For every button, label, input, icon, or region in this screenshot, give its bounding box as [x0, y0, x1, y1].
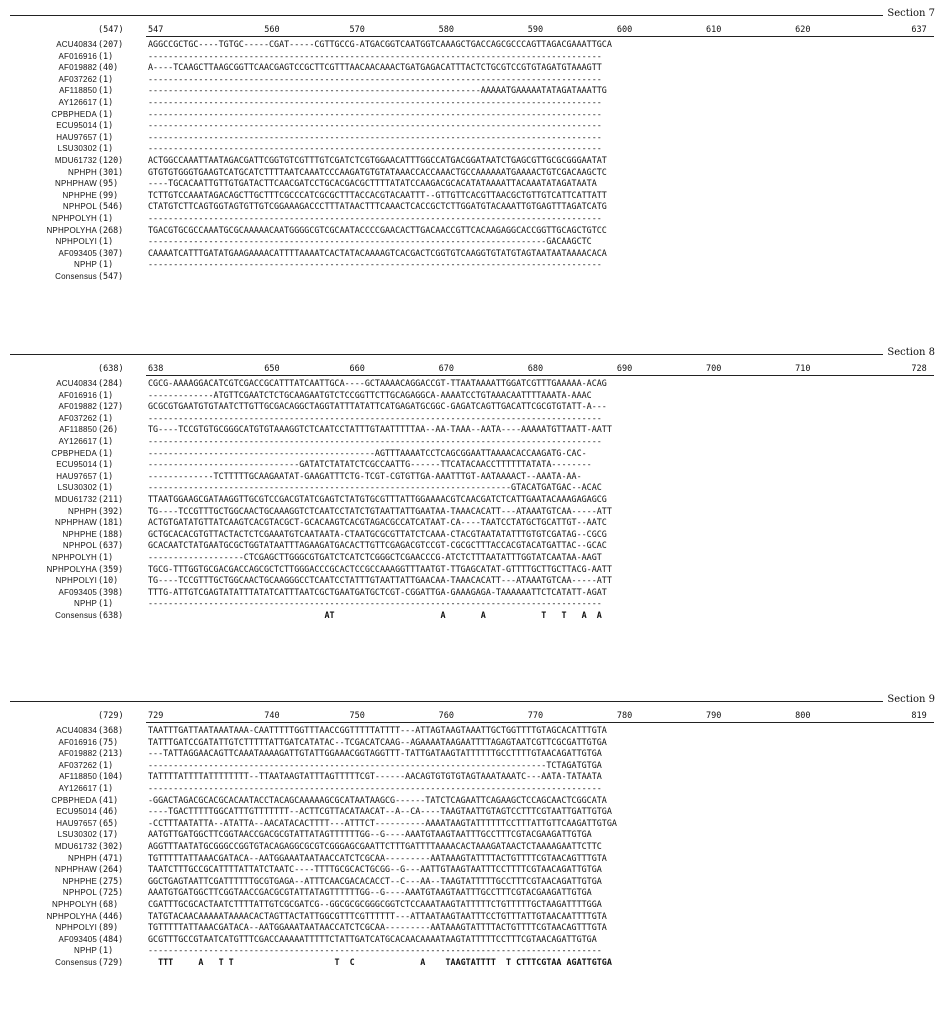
sequence-row [0, 494, 945, 505]
sequence-name: NPHPOLYH [51, 214, 97, 223]
position-ruler [0, 711, 945, 723]
sequence-row [0, 552, 945, 563]
sequence-row [0, 899, 945, 910]
ruler-tick-label: 580 [438, 25, 454, 35]
sequence-residues: ACTGGCCAAATTAATAGACGATTCGGTGTCGTTTGTCGATCTCGTGGAACATTTGGCCATGACGGATAATCTGAGCGTTGCGCGGGAATAT [148, 155, 607, 165]
sequence-start-position: (368) [98, 725, 124, 735]
sequence-residues: ------------------------------------------------------------------------------------------ [148, 73, 602, 84]
ruler-tick-label: 638 [148, 364, 164, 374]
sequence-start-position: (68) [98, 899, 119, 909]
sequence-name: AF093405 [58, 248, 97, 258]
sequence-start-position: (1) [98, 85, 114, 96]
sequence-row [0, 737, 945, 748]
sequence-start-position: (211) [98, 494, 124, 504]
sequence-name: NPHPHAW [55, 865, 97, 875]
sequence-start-position: (392) [98, 505, 124, 516]
sequence-name: NPHPOLYI [55, 237, 97, 247]
sequence-row [0, 587, 945, 598]
ruler-tick-label: 590 [527, 25, 544, 35]
sequence-name: AF037262 [58, 74, 97, 84]
sequence-residues: ------------------------------------------------------------------------------------------ [148, 120, 602, 131]
sequence-name: AF093405 [58, 587, 97, 597]
sequence-start-position: (1) [98, 945, 114, 956]
sequence-residues: ------------------------------------------------------------------------------------------ [148, 598, 602, 609]
sequence-start-position: (213) [98, 748, 124, 759]
sequence-name: NPHPHAW [55, 518, 97, 528]
sequence-start-position: (284) [98, 378, 124, 388]
ruler-tick-label: 770 [527, 711, 544, 721]
sequence-row [0, 178, 945, 189]
sequence-name: AF019882 [58, 749, 97, 759]
ruler-baseline [146, 375, 934, 376]
ruler-baseline [146, 722, 934, 723]
sequence-residues: CGATTTGCGCACTAATCTTTTATTGTCGCGATCG--GGCGCGCGGGCGGTCTCCAAATAAGTATTTTTCTGTTTTTGCTAAGATTTTGGA [148, 899, 602, 909]
sequence-residues: -GGACTAGACGCACGCACAATACCTACAGCAAAAAGCGCATAATAAGCG------TATCTCAGAATTCAGAAGCTCCAGCAACTCGGCATA [148, 794, 607, 805]
sequence-row [0, 51, 945, 62]
sequence-row [0, 201, 945, 212]
sequence-name: AY126617 [58, 784, 97, 793]
sequence-row [0, 413, 945, 424]
sequence-residues: CGCG-AAAAGGACATCGTCGACCGCATTTATCAATTGCA----GCTAAAACAGGACCGT-TTAATAAAATTGGATCGTTTGAAAAA-ACAG [148, 378, 607, 388]
sequence-row [0, 725, 945, 736]
sequence-row [0, 529, 945, 540]
sequence-start-position: (729) [98, 957, 124, 967]
sequence-row [0, 401, 945, 412]
sequence-start-position: (26) [98, 424, 119, 435]
sequence-start-position: (1) [98, 470, 114, 481]
ruler-tick-label: 690 [616, 364, 633, 374]
sequence-row [0, 795, 945, 806]
sequence-start-position: (268) [98, 224, 124, 235]
ruler-tick-label: 620 [795, 25, 811, 35]
ruler-tick-label: 740 [264, 711, 280, 721]
ruler-range-label: (638) [98, 364, 124, 374]
sequence-residues: TAATCTTTGCCGCATTTTATTATCTAATC----TTTTGCGCACTGCGG--G---AATTGTAAGTAATTTCCTTTTCGTAACAGATTGTGA [148, 864, 602, 875]
sequence-name: NPHPOLYHA [46, 911, 97, 921]
ruler-tick-label: 680 [527, 364, 544, 374]
sequence-residues: CTATGTCTTCAGTGGTAGTGTTGTCGGAAAGACCCTTTATAACTTTCAAACTCACCGCTCTTGGATGTACAAATTGTGAGTTTAGATCATG [148, 201, 607, 212]
sequence-name: LSU30302 [57, 830, 97, 840]
sequence-residues: GCACAATCTATGAATGCGCTGGTATAATTTAGAAGATGACACTTGTTCGAGACGTCCGT-CGCGCTTTACCACGTACATGATTAC--GCAC [148, 540, 607, 551]
sequence-residues: TATTTTATTTTATTTTTTTT--TTAATAAGTATTTAGTTTTTCGT------AACAGTGTGTGTAGTAAATAAATC---AATA-TATAATA [148, 771, 602, 782]
sequence-start-position: (1) [98, 213, 114, 223]
sequence-row [0, 853, 945, 864]
sequence-residues: ------------------------------------------------------------------------------------------ [148, 436, 602, 446]
sequence-row [0, 471, 945, 482]
sequence-start-position: (637) [98, 540, 124, 551]
sequence-residues: ----TGACTTTTTGGCATTTGTTTTTTT--ACTTCGTTACATAACAT--A--CA----TAAGTAATTGTAGTCCTTTCGTAATTGATTGTGA [148, 806, 612, 817]
sequence-residues: TG----TCCGTGTGCGGGCATGTGTAAAGGTCTCAATCCTATTTGTAATTTTTAA--AA-TAAA--AATA----AAAAATGTTAATT-AATT [148, 424, 612, 435]
sequence-residues: ------------------------------------------------------------------------------------------ [148, 143, 602, 154]
sequence-name: NPHPOLYH [51, 553, 97, 562]
sequence-name: NPHPOLYHA [46, 225, 97, 235]
sequence-row [0, 945, 945, 956]
sequence-residues: GCGTTTGCCGTAATCATGTTTCGACCAAAAATTTTTCTATTGATCATGCACAACAAAATAAGTATTTTTCCTTTCGTAACAGATTGTGA [148, 933, 597, 944]
sequence-residues: TTT A T T T C A TAAGTATTTT T CTTTCGTAA AGATTGTGA [148, 957, 612, 967]
sequence-residues: ----TGCACAATTGTTGTGATACTTCAACGATCCTGCACGACGCTTTTATATCCAAGACGCACATATAAAATTACAAATATAGATAATA [148, 178, 597, 189]
sequence-row [0, 248, 945, 259]
sequence-start-position: (1) [98, 459, 114, 470]
sequence-name: CPBPHEDA [51, 109, 97, 119]
sequence-residues: ------------------------------------------------------------------------------------------ [148, 412, 602, 423]
alignment-section [0, 343, 945, 673]
sequence-residues: ------------------------------------------------------------------------------------------ [148, 97, 602, 107]
sequence-row [0, 109, 945, 120]
sequence-start-position: (1) [98, 783, 114, 793]
sequence-name: LSU30302 [57, 483, 97, 493]
sequence-start-position: (471) [98, 852, 124, 863]
sequence-start-position: (264) [98, 864, 124, 875]
sequence-residues: GGCTGAGTAATTCGATTTTTTGCGTGAGA--ATTTCAACGACACACCT--C---AA--TAAGTATTTTTGCCTTTCGTAACAGATTGTGA [148, 875, 602, 886]
sequence-name: ECU95014 [56, 807, 97, 817]
ruler-tick-label: 547 [148, 25, 164, 35]
sequence-name: LSU30302 [57, 144, 97, 154]
sequence-name: ACU40834 [56, 726, 97, 735]
sequence-row [0, 922, 945, 933]
sequence-row [0, 876, 945, 887]
sequence-row [0, 259, 945, 270]
sequence-row [0, 85, 945, 96]
sequence-start-position: (1) [98, 598, 114, 609]
sequence-name: NPHPH [67, 853, 97, 863]
sequence-residues: TGTTTTTATTAAACGATACA--AATGGAAATAATAACCATCTCGCAA---------AATAAAGTATTTTACTGTTTTCGTAACAGTTTGTA [148, 922, 607, 933]
ruler-tick-label: 750 [349, 711, 365, 721]
sequence-row [0, 225, 945, 236]
sequence-row [0, 887, 945, 898]
sequence-name: NPHPOLYH [51, 900, 97, 909]
ruler-tick-label: 650 [264, 364, 280, 374]
ruler-tick-label: 819 [911, 711, 927, 721]
sequence-name: NPHPHAW [55, 179, 97, 189]
sequence-name: NPHP [73, 946, 97, 956]
sequence-start-position: (547) [98, 271, 124, 281]
section-divider [10, 701, 883, 702]
sequence-residues: ------------------------------GATATCTATATCTCGCCAATTG------TTCATACAACCTTTTTTATATA-------- [148, 459, 592, 470]
sequence-name: MDU61732 [54, 156, 97, 165]
sequence-row [0, 132, 945, 143]
ruler-tick-label: 790 [706, 711, 722, 721]
sequence-name: AY126617 [58, 437, 97, 446]
ruler-tick-label: 570 [349, 25, 365, 35]
sequence-residues: -CCTTTAATATTA--ATATTA--AACATACACTTTT---ATTTCT----------AAAATAAGTATTTTTTCCTTTATTGTTCAAGATTGTGA [148, 817, 617, 828]
sequence-residues: TTAATGGAAGCGATAAGGTTGCGTCCGACGTATCGAGTCTATGTGCGTTTATTGGAAAACGTCAACGATCTCATTGAATACAAAGAGAGCG [148, 494, 607, 504]
sequence-start-position: (301) [98, 166, 124, 177]
sequence-residues: ------------------------------------------------------------------------------------------ [148, 259, 602, 270]
sequence-start-position: (1) [98, 97, 114, 107]
sequence-start-position: (1) [98, 447, 114, 458]
sequence-start-position: (89) [98, 922, 119, 933]
sequence-name: CPBPHEDA [51, 448, 97, 458]
sequence-row [0, 771, 945, 782]
sequence-row [0, 517, 945, 528]
sequence-residues: AGGCCGCTGC----TGTGC-----CGAT-----CGTTGCCG-ATGACGGTCAATGGTCAAAGCTGACCAGCGCCCAGTTAGACGAAATTGCA [148, 39, 612, 49]
sequence-row [0, 564, 945, 575]
sequence-row [0, 829, 945, 840]
sequence-row [0, 436, 945, 447]
sequence-residues: TG----TCCGTTTGCTGGCAACTGCAAAGGTCTCAATCCTATCTGTAATTATTGAATAA-TAAACACATT---ATAAATGTCAA-----ATT [148, 505, 612, 516]
ruler-tick-label: 600 [616, 25, 633, 35]
sequence-start-position: (188) [98, 528, 124, 539]
sequence-residues: AAATGTGATGGCTTCGGTAACCGACGCGTATTATAGTTTTTTGG--G----AAATGTAAGTAATTTGCCTTTCGTACGAAGATTGTGA [148, 887, 592, 898]
sequence-start-position: (41) [98, 794, 119, 805]
sequence-residues: GCTGCACACGTGTTACTACTCTCGAAATGTCAATAATA-CTAATGCGCGTTATCTCAAA-CTACGTAATATATTTGTGTCGATAG--CGCG [148, 528, 607, 539]
sequence-start-position: (302) [98, 841, 124, 851]
sequence-residues: GCGCGTGAATGTGTAATCTTGTTGCGACAGGCTAGGTATTTATATTCATGAGATGCGGC-GAGATCAGTTGACATTCGCGTGTATT-A--- [148, 401, 607, 412]
sequence-name: ACU40834 [56, 40, 97, 49]
sequence-name: HAU97657 [56, 818, 97, 828]
sequence-name: MDU61732 [54, 495, 97, 504]
sequence-name: NPHP [73, 260, 97, 270]
sequence-row [0, 424, 945, 435]
sequence-residues: TGACGTGCGCCAAATGCGCAAAAACAATGGGGCGTCGCAATACCCCGAACACTTGACAACCGTTCACAAGAGGCACCGGTTGCAGCTGTCC [148, 224, 607, 235]
sequence-start-position: (446) [98, 910, 124, 921]
sequence-name: ECU95014 [56, 460, 97, 470]
sequence-name: NPHPH [67, 167, 97, 177]
sequence-residues: ---------------------------------------------AGTTTAAAATCCTCAGCGGAATTAAAACACCAAGATG-CAC- [148, 447, 587, 458]
sequence-start-position: (1) [98, 436, 114, 446]
sequence-name: NPHP [73, 599, 97, 609]
sequence-residues: CAAAATCATTTGATATGAAGAAAACATTTTAAAATCACTATACAAAAGTCACGACTCGGTGTCAAGGTGTATGTAGTAATAATAAAACACA [148, 247, 607, 258]
sequence-name: AF037262 [58, 760, 97, 770]
sequence-name: NPHPHE [62, 190, 97, 200]
sequence-row [0, 97, 945, 108]
sequence-name: AF016916 [58, 390, 97, 400]
sequence-residues: A----TCAAGCTTAAGCGGTTCAACGAGTCCGCTTCGTTTAACAACAAACTGATGAGACATTTACTCTGCGTCCGTGTAGATGTAAAGTT [148, 62, 602, 73]
sequence-start-position: (1) [98, 50, 114, 61]
sequence-name: HAU97657 [56, 471, 97, 481]
ruler-tick-label: 610 [706, 25, 722, 35]
sequence-start-position: (1) [98, 552, 114, 562]
sequence-name: NPHPH [67, 506, 97, 516]
sequence-name: AF118850 [59, 772, 97, 782]
sequence-residues: ------------------------------------------------------------------------GTACATGATGAC--ACAC [148, 482, 602, 493]
sequence-row [0, 841, 945, 852]
sequence-row [0, 143, 945, 154]
sequence-residues: ------------------------------------------------------------------------------------------ [148, 213, 602, 223]
ruler-tick-label: 700 [706, 364, 722, 374]
sequence-row [0, 390, 945, 401]
sequence-row [0, 911, 945, 922]
ruler-tick-label: 560 [264, 25, 280, 35]
ruler-tick-label: 729 [148, 711, 164, 721]
sequence-name: Consensus [55, 611, 97, 620]
sequence-residues: ---TATTAGGAACAGTTCAAATAAAAGATTGTATTGGAAACGGTAGGTTT-TATTGATAAGTATTTTTTGCCTTTTGTAACAGATTGTGA [148, 748, 602, 759]
sequence-name: CPBPHEDA [51, 795, 97, 805]
sequence-residues: ------------------------------------------------------------------------------------------ [148, 783, 602, 793]
sequence-name: NPHPOL [62, 888, 97, 898]
ruler-tick-label: 670 [438, 364, 454, 374]
sequence-row [0, 213, 945, 224]
alignment-section [0, 4, 945, 334]
sequence-row [0, 236, 945, 247]
sequence-row [0, 482, 945, 493]
sequence-row [0, 378, 945, 389]
sequence-start-position: (1) [98, 482, 114, 493]
sequence-residues: TATTTGATCCGATATTGTCTTTTTATTGATCATATAC--TCGACATCAAG--AGAAAATAAGAATTTTAGAGTAATCGTTCGCGATTGTGA [148, 736, 607, 747]
sequence-residues: -------------ATGTTCGAATCTCTGCAAGAATGTCTCCGGTTCTTGCAGAGGCA-AAAATCCTGTAAACAATTTTAAATA-AAAC [148, 389, 592, 400]
sequence-start-position: (40) [98, 62, 119, 73]
sequence-row [0, 190, 945, 201]
sequence-residues: TG----TCCGTTTGCTGGCAACTGCAAGGGCCTCAATCCTATTTGTAATTATTGAACAA-TAAACACATT---ATAAATGTCAA-----ATT [148, 575, 612, 586]
sequence-row [0, 864, 945, 875]
ruler-range-label: (547) [98, 25, 124, 35]
sequence-residues: ------------------------------------------------------------------------------------------ [148, 945, 602, 956]
section-title: Section 8 [883, 347, 935, 358]
alignment-section [0, 690, 945, 1020]
ruler-tick-label: 710 [795, 364, 811, 374]
ruler-baseline [146, 36, 934, 37]
position-ruler [0, 25, 945, 37]
sequence-name: ACU40834 [56, 379, 97, 388]
position-ruler [0, 364, 945, 376]
sequence-start-position: (725) [98, 887, 124, 898]
consensus-row [0, 271, 945, 282]
sequence-start-position: (65) [98, 817, 119, 828]
sequence-row [0, 459, 945, 470]
sequence-row [0, 806, 945, 817]
sequence-start-position: (99) [98, 189, 119, 200]
sequence-residues: TGTTTTTATTAAACGATACA--AATGGAAATAATAACCATCTCGCAA---------AATAAAGTATTTTACTGTTTTCGTAACAGTTTGTA [148, 852, 607, 863]
sequence-name: AF016916 [58, 51, 97, 61]
sequence-name: Consensus [55, 272, 97, 281]
sequence-start-position: (127) [98, 401, 124, 412]
sequence-residues: AATGTTGATGGCTTCGGTAACCGACGCGTATTATAGTTTTTTGG--G----AAATGTAAGTAATTTGCCTTTCGTACGAAGATTGTGA [148, 829, 592, 840]
sequence-row [0, 62, 945, 73]
sequence-name: AF037262 [58, 413, 97, 423]
sequence-start-position: (207) [98, 39, 124, 49]
sequence-name: AY126617 [58, 98, 97, 107]
sequence-name: AF093405 [58, 934, 97, 944]
section-title: Section 9 [883, 694, 935, 705]
sequence-start-position: (46) [98, 806, 119, 817]
sequence-start-position: (359) [98, 563, 124, 574]
sequence-name: HAU97657 [56, 132, 97, 142]
sequence-name: NPHPOLYI [55, 576, 97, 586]
sequence-residues: -------------------------------------------------------------------------------GACAAGCTC [148, 236, 592, 247]
sequence-residues: TCTTGTCCAAATAGACAGCTTGCTTTCGCCCATCGCGCTTTACCACGTACAATTT--GTTGTTCACGTTAACGCTGTTGTCATTCATTATT [148, 189, 607, 200]
sequence-residues: ACTGTGATATGTTATCAAGTCACGTACGCT-GCACAAGTCACGTAGACGCCATCATAAT-CA----TAATCCTATGCTGCATTGT--AATC [148, 517, 607, 528]
sequence-residues: -------------------------------------------------------------------------------TCTAGATGTGA [148, 759, 602, 770]
sequence-start-position: (1) [98, 131, 114, 142]
sequence-residues: -------------TCTTTTTGCAAGAATAT-GAAGATTTCTG-TCGT-CGTGTTGA-AAATTTGT-AATAAAACT--AAATA-AA- [148, 470, 582, 481]
sequence-name: NPHPHE [62, 876, 97, 886]
sequence-start-position: (1) [98, 236, 114, 247]
sequence-residues: TAATTTGATTAATAAATAAA-CAATTTTTGGTTTAACCGGTTTTTATTTT---ATTAGTAAGTAAATTGCTGGTTTTGTAGCACATTTGTA [148, 725, 607, 735]
sequence-residues: ------------------------------------------------------------------------------------------ [148, 131, 602, 142]
sequence-start-position: (17) [98, 829, 119, 840]
sequence-name: NPHPOLYI [55, 923, 97, 933]
sequence-residues: TTTG-ATTGTCGAGTATATTTATATCATTTAATCGCTGAATGATGCTCGT-CGGATTGA-GAAAGAGA-TAAAAAATTCTCATATT-AGAT [148, 586, 607, 597]
sequence-start-position: (10) [98, 575, 119, 586]
sequence-start-position: (1) [98, 120, 114, 131]
sequence-row [0, 748, 945, 759]
sequence-residues: GTGTGTGGGTGAAGTCATGCATCTTTTAATCAAATCCCAAGATGTGTATAAACCACCAAACTGCCAAAAAATGAAAACTGTCGACAAGCTC [148, 166, 607, 177]
sequence-row [0, 575, 945, 586]
section-title: Section 7 [883, 8, 935, 19]
ruler-tick-label: 728 [911, 364, 927, 374]
sequence-row [0, 506, 945, 517]
sequence-row [0, 167, 945, 178]
sequence-name: NPHPOL [62, 202, 97, 212]
sequence-name: AF019882 [58, 63, 97, 73]
ruler-tick-label: 637 [911, 25, 927, 35]
ruler-tick-label: 780 [616, 711, 633, 721]
sequence-row [0, 760, 945, 771]
sequence-start-position: (1) [98, 73, 114, 84]
sequence-start-position: (75) [98, 736, 119, 747]
sequence-start-position: (1) [98, 759, 114, 770]
sequence-residues: TATGTACAACAAAAATAAAACACTAGTTACTATTGGCGTTTCGTTTTTT---ATTAATAAGTAATTTCCTGTTTATTGTAACAATTTTGTA [148, 910, 607, 921]
sequence-name: MDU61732 [54, 842, 97, 851]
sequence-name: NPHPOLYHA [46, 564, 97, 574]
sequence-start-position: (1) [98, 389, 114, 400]
sequence-start-position: (638) [98, 610, 124, 620]
sequence-start-position: (546) [98, 201, 124, 212]
sequence-start-position: (1) [98, 412, 114, 423]
sequence-row [0, 783, 945, 794]
sequence-row [0, 934, 945, 945]
sequence-name: ECU95014 [56, 121, 97, 131]
sequence-start-position: (120) [98, 155, 124, 165]
consensus-row [0, 957, 945, 968]
sequence-residues: ------------------------------------------------------------------------------------------ [148, 108, 602, 119]
sequence-name: NPHPOL [62, 541, 97, 551]
sequence-row [0, 818, 945, 829]
sequence-start-position: (1) [98, 143, 114, 154]
ruler-tick-label: 800 [795, 711, 811, 721]
consensus-row [0, 610, 945, 621]
sequence-row [0, 540, 945, 551]
sequence-residues: AT A A T T A A [148, 610, 612, 620]
sequence-row [0, 155, 945, 166]
sequence-start-position: (275) [98, 875, 124, 886]
sequence-start-position: (181) [98, 517, 124, 528]
ruler-tick-label: 660 [349, 364, 365, 374]
sequence-start-position: (95) [98, 178, 119, 189]
sequence-residues: AGGTTTAATATGCGGGCCGGTGTACAGAGGCGCGTCGGGAGCGAATTCTTTGATTTTAAAACACTAAAGATAACTCTAAAAGAATTCTTC [148, 841, 602, 851]
sequence-start-position: (307) [98, 247, 124, 258]
sequence-residues: ------------------------------------------------------------------AAAAATGAAAAATATAGATAAATTG [148, 85, 607, 96]
section-divider [10, 354, 883, 355]
section-divider [10, 15, 883, 16]
sequence-residues: TGCG-TTTGGTGCGACGACCAGCGCTCTTGGGACCCGCACTCCGCCAAAGGTTTAATGT-TTGAGCATAT-GTTTTGCTTGCTTACG-AATT [148, 563, 612, 574]
sequence-name: AF118850 [59, 86, 97, 96]
sequence-start-position: (1) [98, 259, 114, 270]
sequence-name: AF019882 [58, 402, 97, 412]
sequence-row [0, 120, 945, 131]
sequence-start-position: (1) [98, 108, 114, 119]
sequence-row [0, 598, 945, 609]
sequence-residues: -------------------CTCGAGCTTGGGCGTGATCTCATCTCGGGCTCGAACCCG-ATCTCTTTAATATTTGGTATCAATAA-AAGT [148, 552, 602, 562]
sequence-name: AF118850 [59, 425, 97, 435]
sequence-start-position: (398) [98, 586, 124, 597]
sequence-row [0, 448, 945, 459]
ruler-range-label: (729) [98, 711, 124, 721]
sequence-name: Consensus [55, 958, 97, 967]
sequence-residues: ------------------------------------------------------------------------------------------ [148, 50, 602, 61]
sequence-row [0, 39, 945, 50]
sequence-name: AF016916 [58, 737, 97, 747]
sequence-start-position: (104) [98, 771, 124, 782]
ruler-tick-label: 760 [438, 711, 454, 721]
sequence-start-position: (484) [98, 933, 124, 944]
sequence-row [0, 74, 945, 85]
sequence-name: NPHPHE [62, 529, 97, 539]
